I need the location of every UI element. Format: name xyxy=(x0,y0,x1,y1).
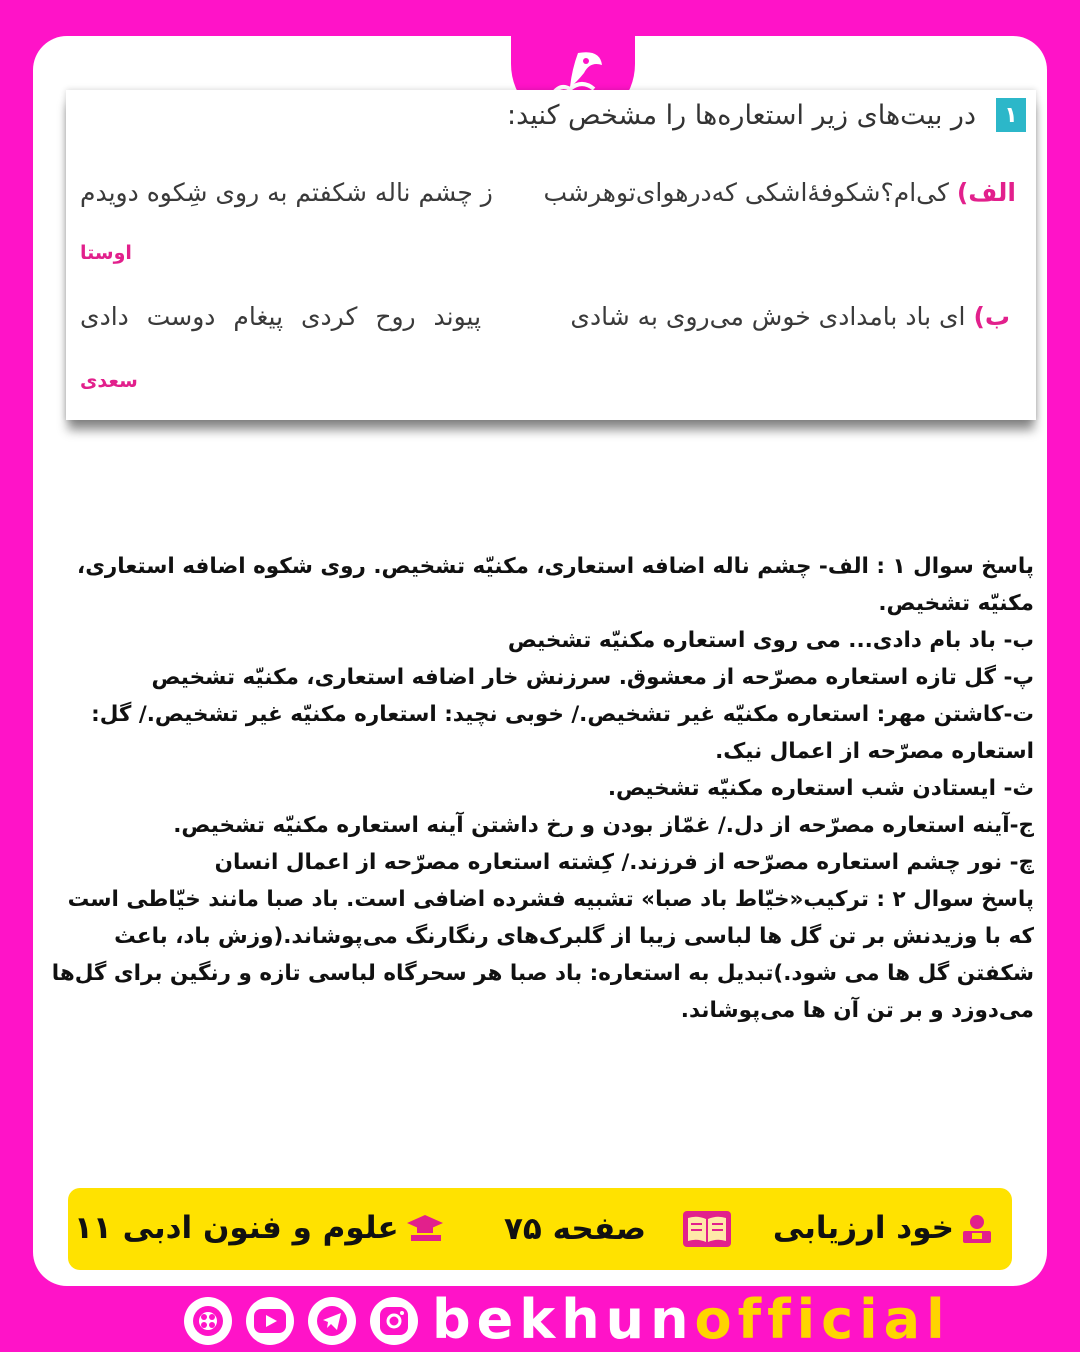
verse-b-hemistich-2: پیوند روح کردی پیغام دوست دادی xyxy=(80,302,482,331)
answer-line: ب- باد بام دادی... می روی استعاره مکنیّه تشخیص xyxy=(507,628,1034,653)
instagram-icon[interactable] xyxy=(370,1297,418,1345)
question-number: ۱ xyxy=(996,98,1026,132)
answer-line: چ- نور چشم استعاره مصرّحه از فرزند./ کِشته استعاره مصرّحه از اعمال انسان xyxy=(214,850,1034,875)
page-label xyxy=(504,1210,732,1248)
teacher-icon xyxy=(960,1211,994,1245)
answer-line: پاسخ سوال ۲ : ترکیب«خیّاط باد صبا» تشبیه فشرده اضافی است. باد صبا مانند خیّاطی است که با وزیدنش بر تن گل ها لباسی زیبا از گلبرک‌های رنگارنگ می‌پوشاند.(وزش باد، باعث شکفتن گل ها می شود.)تبدیل به استعاره: باد صبا هر سحرگاه لباسی تازه و رنگین برای گل‌ها می‌دوزد و بر تن آن ها می‌پوشاند. xyxy=(51,887,1034,1023)
book-title-label xyxy=(74,1210,445,1246)
verse-b-label: ب) xyxy=(973,302,1010,331)
youtube-icon[interactable] xyxy=(246,1297,294,1345)
brand-part-1: bekhun xyxy=(432,1288,695,1351)
telegram-icon[interactable] xyxy=(308,1297,356,1345)
section-text: خود ارزیابی xyxy=(772,1210,954,1246)
verse-b-text-1: ای باد بامدادی خوش می‌روی به شادی xyxy=(570,302,966,331)
verse-a-label: الف) xyxy=(956,178,1016,207)
book-title-text: علوم و فنون ادبی ۱۱ xyxy=(74,1210,399,1246)
verse-a-text-1: کی‌ام؟شکوفهٔ‌اشکی که‌درهوای‌تو‌هرشب xyxy=(543,178,949,207)
social-footer xyxy=(180,1288,951,1352)
brand-part-2: official xyxy=(694,1288,951,1351)
section-label xyxy=(773,1210,994,1246)
verse-a-hemistich-2: ز چشم ناله شکفتم به روی شِکوه دویدم xyxy=(80,178,493,207)
open-book-icon xyxy=(682,1210,732,1248)
graduation-cap-icon xyxy=(405,1213,445,1243)
textbook-excerpt xyxy=(66,90,1036,420)
answer-line: پ- گل تازه استعاره مصرّحه از معشوق. سرزنش خار اضافه استعاری، مکنیّه تشخیص xyxy=(151,665,1034,690)
answer-line: ج-آینه استعاره مصرّحه از دل./ غمّاز بودن و رخ داشتن آینه استعاره مکنیّه تشخیص. xyxy=(173,813,1034,838)
verse-b-hemistich-1 xyxy=(570,302,1010,331)
lesson-info-bar xyxy=(68,1188,1012,1270)
poet-b: سعدی xyxy=(80,370,138,392)
answer-line: پاسخ سوال ۱ : الف- چشم ناله اضافه استعاری، مکنیّه تشخیص. روی شکوه اضافه استعاری، مکنیّه تشخیص. xyxy=(77,554,1034,616)
answer-text xyxy=(50,548,1034,1029)
poet-a: اوستا xyxy=(80,242,132,264)
aparat-icon[interactable] xyxy=(184,1297,232,1345)
answer-line: ت-کاشتن مهر: استعاره مکنیّه غیر تشخیص./ خوبی نچید: استعاره مکنیّه غیر تشخیص./ گل: استعاره مصرّحه از اعمال نیک. xyxy=(91,702,1034,764)
brand-handle[interactable] xyxy=(432,1288,951,1352)
answer-line: ث- ایستادن شب استعاره مکنیّه تشخیص. xyxy=(607,776,1034,801)
question-text: در بیت‌های زیر استعاره‌ها را مشخص کنید: xyxy=(507,100,976,131)
verse-a-hemistich-1 xyxy=(543,178,1016,207)
page-text: صفحه ۷۵ xyxy=(503,1211,646,1247)
